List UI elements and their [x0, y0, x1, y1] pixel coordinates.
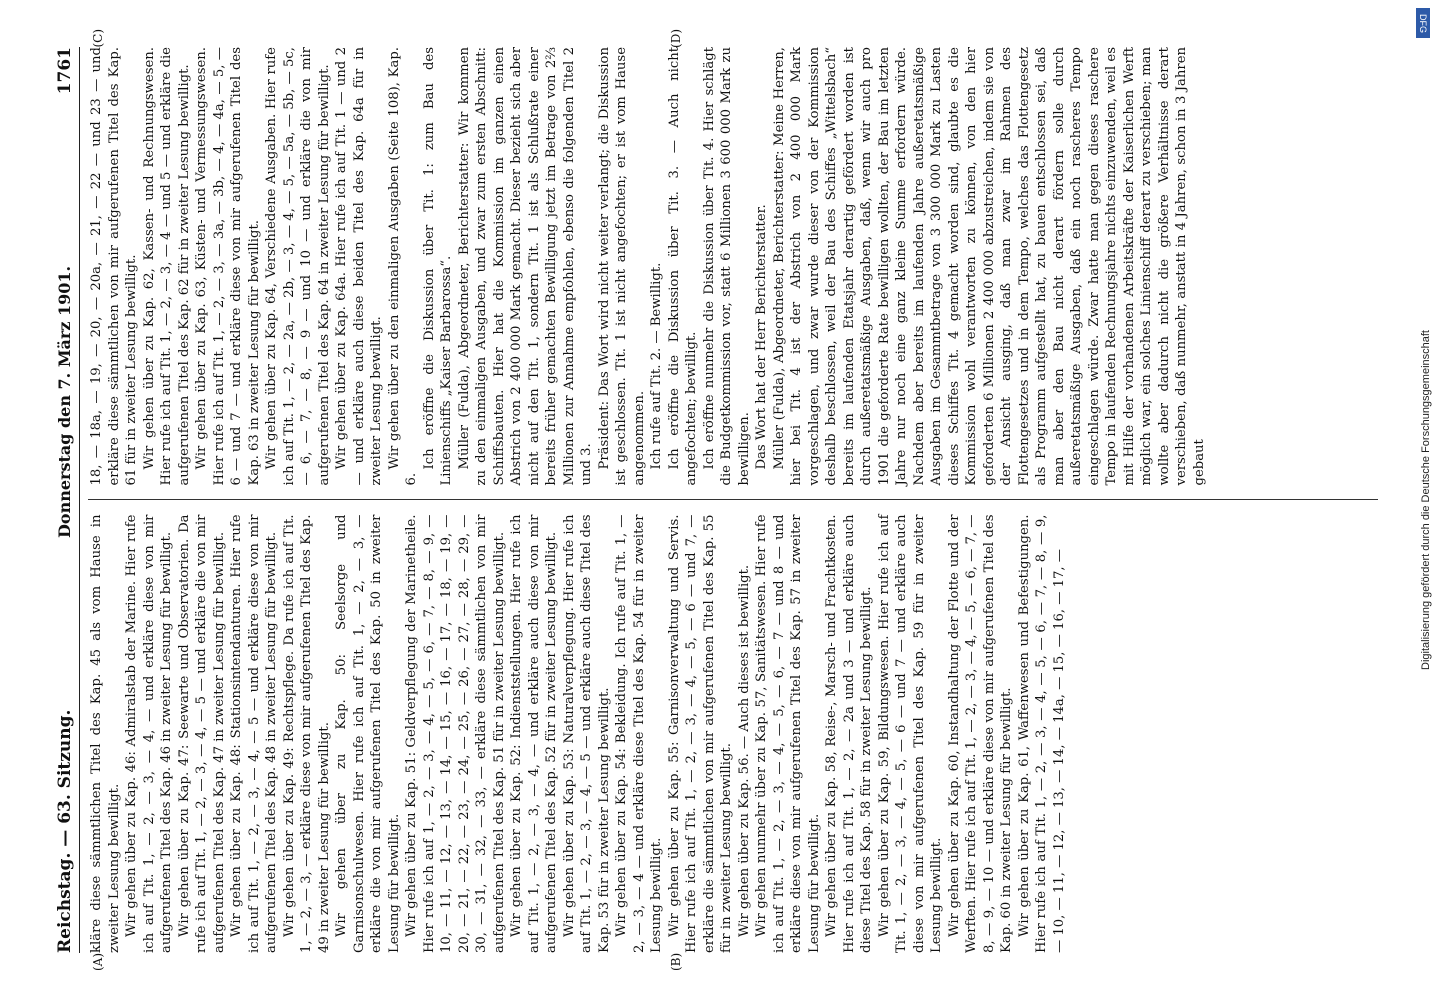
paragraph: Wir gehen über zu Kap. 59, Bildungswesen. Hier rufe ich auf Tit. 1, — 2, — 3, — 4, — 5, — 6 — und 7 — und erkläre auch diese von mir aufgerufenen Titel des Kap. 59 für in zweiter Lesung bewilligt. — [876, 514, 944, 953]
paragraph: Wir gehen über zu Kap. 47: Seewarte und Observatorien. Da rufe ich auf Tit. 1, — 2, — 3, — 4, — 5 — und erkläre die von mir aufgerufenen Titel des Kap. 47 in zweiter Lesung für bewilligt. — [176, 514, 227, 953]
margin-marker-d: (D) — [669, 29, 683, 48]
paragraph: Wir gehen über zu Kap. 60, Instandhaltung der Flotte und der Werften. Hier rufe ich auf Tit. 1, — 2, — 3, — 4, — 5, — 6, — 7, — 8, — 9, — 10 — und erkläre diese von mir aufgerufenen Titel des Kap. 60 in zweiter Lesung für bewilligt. — [946, 514, 1014, 953]
paragraph: Wir gehen über zu Kap. 64a. Hier rufe ich auf Tit. 1 — und 2 — und erkläre auch diese beiden Titel des Kap. 64a für in zweiter Lesung bewilligt. — [334, 47, 384, 486]
paragraph: Müller (Fulda), Abgeordneter, Berichterstatter: Meine Herren, hier bei Tit. 4 ist der Abstrich von 2 400 000 Mark vorgeschlagen, und zwar wurde dieser von der Kommission deshalb beschlossen, weil der Bau des Schiffes „Wittelsbach“ bereits im laufenden Etatsjahr derartig gefördert worden ist durch außeretatsmäßige Ausgaben, daß, wenn wir auch pro 1901 die geforderte Rate bewilligen wollten, der Bau im letzten Jahre nur noch eine ganz kleine Summe erfordern würde. Nachdem aber bereits im laufenden Jahre außeretatsmäßige Ausgaben im Gesammtbetrage von 3 300 000 Mark zu Lasten dieses Schiffes Tit. 4 gemacht worden sind, glaubte es die Kommission wohl verantworten zu können, von den hier geforderten 6 Millionen 2 400 000 abzustreichen, indem sie von der Ansicht ausging, daß man zwar im Rahmen des Flottengesetzes und in dem Tempo, welches das Flottengesetz als Programm aufgestellt hat, zu bauen entschlossen sei, daß man aber den Bau nicht derart fördern solle durch außeretatsmäßige Ausgaben, daß ein noch rascheres Tempo eingeschlagen würde. Zwar hatte man gegen dieses raschere Tempo in laufenden Rechnungsjahre nichts einzuwenden, weil es mit Hilfe der vorhandenen Arbeitskräfte der Kaiserlichen Werft möglich war, ein solches Linienschiff derart zu verschieben; man wollte aber dadurch nicht die größere Verhältnisse derart verschieben, daß nunmehr, anstatt in 4 Jahren, schon in 3 Jahren gebaut — [771, 47, 1207, 486]
digitization-note — [1412, 10, 1432, 990]
paragraph: Ich rufe auf Tit. 2. — Bewilligt. — [649, 262, 664, 470]
margin-marker-c: (C) — [91, 29, 105, 48]
paragraph: Müller (Fulda), Abgeordneter, Berichterstatter: Wir kommen zu den einmaligen Ausgaben, und zwar zum ersten Abschnitt: Schiffsbauten. Hier hat die Kommission im ganzen einen Abstrich von 2 400 000 Mark gemacht. Dieser bezieht sich aber nicht auf den Tit. 1, sondern Tit. 1 ist als Schlußrate einer bereits früher gemachten Bewilligung jetzt im Betrage von 2⅔ Millionen zur Annahme empfohlen, ebenso die folgenden Titel 2 und 3. — [456, 47, 594, 486]
paragraph: 18, — 18a, — 19, — 20, — 20a, — 21, — 22 — und 23 — und erkläre diese sämmtlichen von mir aufgerufenen Titel des Kap. 61 für in zweiter Lesung bewilligt. — [89, 47, 139, 486]
paragraph: Wir gehen über zu Kap. 50: Seelsorge und Garnisonschulwesen. Hier rufe ich auf Tit. 1, — 2, — 3, — erkläre die von mir aufgerufenen Titel des Kap. 50 in zweiter Lesung für bewilligt. — [334, 514, 402, 953]
paragraph: Wir gehen über zu Kap. 52: Indienststellungen. Hier rufe ich auf Tit. 1, — 2, — 3, — 4, — und erkläre auch diese von mir aufgerufenen Titel des Kap. 52 für in zweiter Lesung bewilligt. — [509, 514, 559, 953]
paragraph: Präsident: Das Wort wird nicht weiter verlangt; die Diskussion ist geschlossen. Tit. 1 ist nicht angefochten; er ist vom Hause angenommen. — [596, 47, 647, 486]
dfg-logo: DFG — [1416, 8, 1430, 38]
left-column — [88, 514, 1378, 971]
header-date: Donnerstag den 7. März 1901. — [55, 265, 74, 538]
paragraph: Wir gehen über zu Kap. 54: Bekleidung. Ich rufe auf Tit. 1, — 2, — 3, — 4 — und erkläre diese Titel des Kap. 54 für in zweiter Lesung bewilligt. — [614, 514, 664, 953]
paragraph: Wir gehen über zu Kap. 56. — Auch dieses ist bewilligt. — [736, 564, 752, 937]
text-columns — [88, 29, 1378, 971]
header-left: Reichstag. — 63. Sitzung. — [55, 709, 75, 953]
paragraph: Wir gehen über zu Kap. 55: Garnisonverwaltung und Servis. Hier rufe ich auf Tit. 1, — 2, — 3, — 4, — 5, — 6 — und 7, — erkläre die sämmtlichen von mir aufgerufenen Titel des Kap. 55 für in zweiter Lesung bewilligt. — [666, 514, 734, 953]
paragraph: Wir gehen über zu Kap. 61, Waffenwesen und Befestigungen. Hier rufe ich auf Tit. 1, — 2, — 3, — 4, — 5, — 6, — 7, — 8, — 9, — 10, — 11, — 12, — 13, — 14, — 14a, — 15, — 16, — 17, — — [1016, 514, 1067, 953]
paragraph: Wir gehen über zu Kap. 48: Stationsintendanturen. Hier rufe ich auf Tit. 1, — 2, — 3, — 4, — 5 — und erkläre diese von mir aufgerufenen Titel des Kap. 48 in zweiter Lesung für bewilligt. — [229, 514, 279, 953]
paragraph: Ich eröffne die Diskussion über Tit. 1: zum Bau des Linienschiffs „Kaiser Barbarossa“. — [421, 47, 454, 486]
paragraph: Das Wort hat der Herr Berichterstatter. — [754, 204, 769, 470]
paragraph: Wir gehen über zu Kap. 64, Verschiedene Ausgaben. Hier rufe ich auf Tit. 1, — 2, — 2a, — 2b, — 3, — 4, — 5, — 5a, — 5b, — 5c, — 6, — 7, — 8, — 9 — und 10 — und erkläre die von mir aufgerufenen Titel des Kap. 64 in zweiter Lesung für bewilligt. — [264, 47, 332, 486]
margin-marker-a: (A) — [91, 952, 105, 971]
paragraph: Wir gehen über zu Kap. 53: Naturalverpflegung. Hier rufe ich auf Tit. 1, — 2, — 3, — 4, — 5 — und erkläre auch diese Titel des Kap. 53 für in zweiter Lesung bewilligt. — [561, 514, 612, 953]
page-number: 1761 — [55, 47, 75, 95]
paragraph: Ich eröffne nunmehr die Diskussion über Tit. 4. Hier schlägt die Budgetkommission vor, statt 6 Millionen 3 600 000 Mark zu bewilligen. — [701, 47, 752, 486]
paragraph: Wir gehen nunmehr über zu Kap. 57, Sanitätswesen. Hier rufe ich auf Tit. 1, — 2, — 3, — 4, — 5, — 6, — 7 — und 8 — und erkläre diese von mir aufgerufenen Titel des Kap. 57 in zweiter Lesung für bewilligt. — [754, 514, 822, 953]
page-header — [55, 47, 80, 953]
paragraph: Wir gehen über zu Kap. 51: Geldverpflegung der Marinetheile. Hier rufe ich auf 1, — 2, — 3, — 4, — 5, — 6, — 7, — 8, — 9, — 10, — 11, — 12, — 13, — 14, — 15, — 16, — 17, — 18, — 19, — 20, — 21, — 22, — 23, — 24, — 25, — 26, — 27, — 28, — 29, — 30, — 31, — 32, — 33, — erkläre diese sämmtlichen von mir aufgerufenen Titel des Kap. 51 für in zweiter Lesung bewilligt. — [404, 514, 507, 953]
paragraph: Wir gehen über zu den einmaligen Ausgaben (Seite 108), Kap. 6. — [386, 47, 419, 486]
paragraph: Ich eröffne die Diskussion über Tit. 3. — Auch nicht angefochten; bewilligt. — [666, 47, 699, 486]
document-page — [37, 25, 1397, 975]
paragraph: Wir gehen über zu Kap. 58, Reise-, Marsch- und Frachtkosten. Hier rufe ich auf Tit. 1, — 2, — 2a und 3 — und erkläre auch diese Titel des Kap. 58 für in zweiter Lesung bewilligt. — [824, 514, 874, 953]
paragraph: Wir gehen über zu Kap. 46: Admiralstab der Marine. Hier rufe ich auf Tit. 1, — 2, — 3, — 4, — und erkläre diese von mir aufgerufenen Titel des Kap. 46 in zweiter Lesung für bewilligt. — [124, 514, 174, 953]
column-divider — [88, 500, 1378, 501]
paragraph: Wir gehen über zu Kap. 62, Kassen- und Rechnungswesen. Hier rufe ich auf Tit. 1, — 2, — 3, — 4 — und 5 — und erkläre die aufgerufenen Titel des Kap. 62 für in zweiter Lesung bewilligt. — [141, 47, 192, 486]
margin-marker-b: (B) — [669, 952, 683, 971]
paragraph: Wir gehen über zu Kap. 49: Rechtspflege. Da rufe ich auf Tit. 1, — 2, — 3, — erkläre diese von mir aufgerufenen Titel des Kap. 49 in zweiter Lesung für bewilligt. — [281, 514, 332, 953]
paragraph: kläre diese sämmtlichen Titel des Kap. 45 als vom Hause in zweiter Lesung bewilligt. — [89, 514, 122, 953]
right-column — [88, 29, 1378, 486]
paragraph: Wir gehen über zu Kap. 63, Küsten- und Vermessungswesen. Hier rufe ich auf Tit. 1, — 2, — 3, — 3a, — 3b, — 4, — 4a, — 5, — 6 — und 7 — und erkläre diese von mir aufgerufenen Titel des Kap. 63 in zweiter Lesung für bewilligt. — [194, 47, 262, 486]
digitization-note-text: Digitalisierung gefördert durch die Deutsche Forschungsgemeinschaft — [1420, 330, 1432, 670]
